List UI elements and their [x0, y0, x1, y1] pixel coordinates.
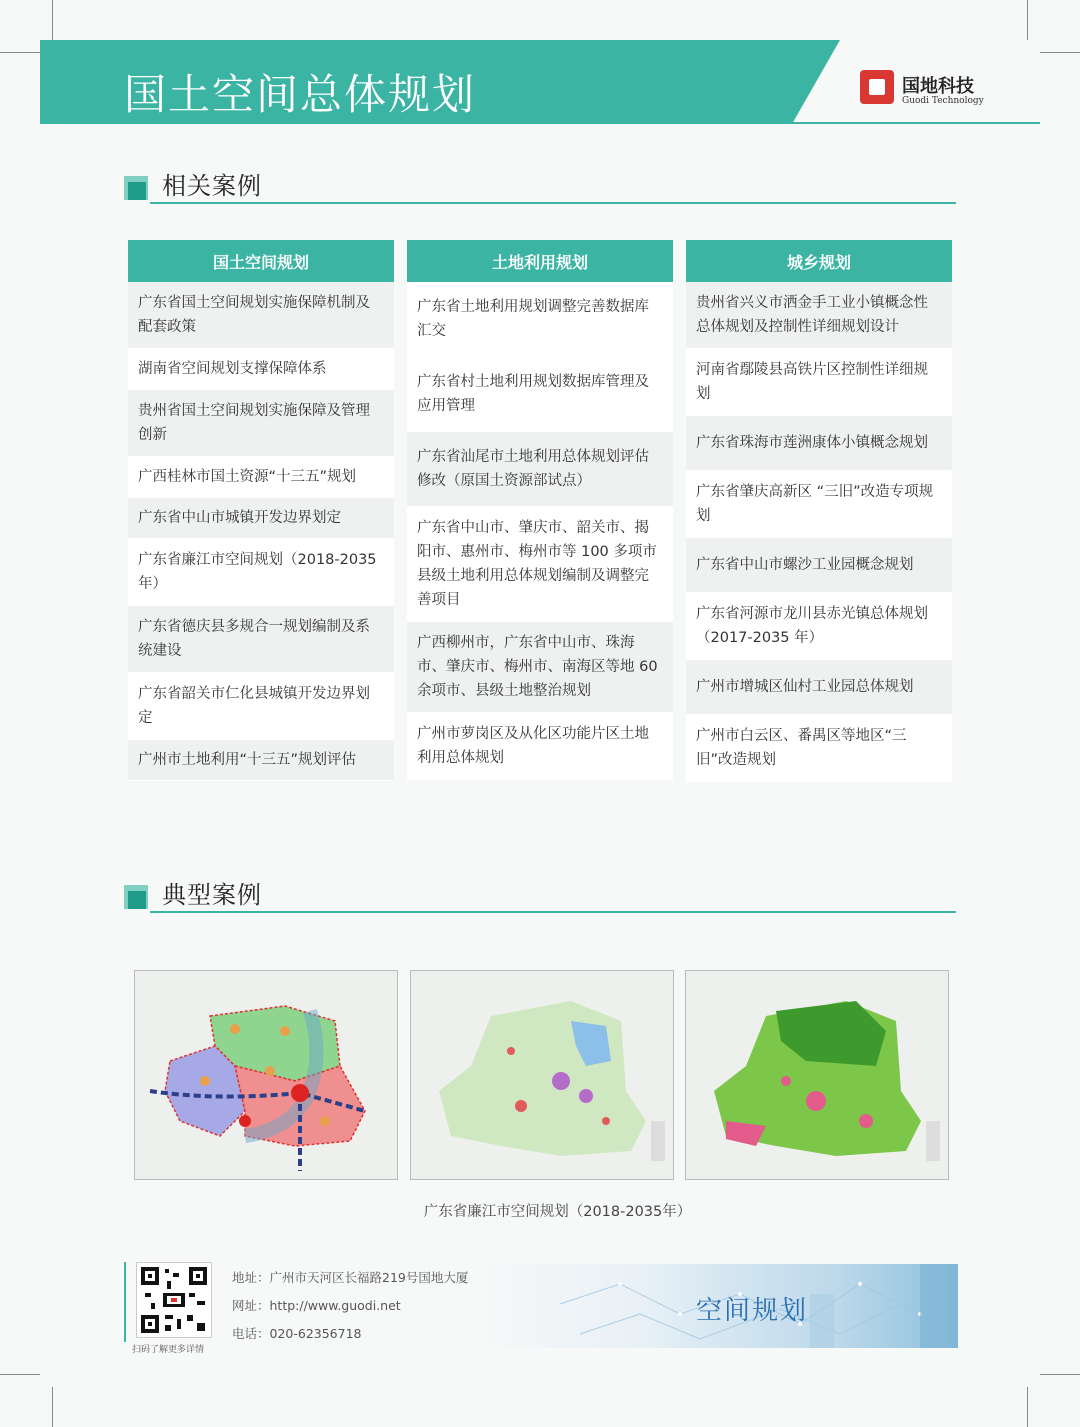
qr-code[interactable] — [136, 1262, 212, 1338]
list-item: 广东省村土地利用规划数据库管理及应用管理 — [407, 357, 673, 432]
list-item: 广东省韶关市仁化县城镇开发边界划定 — [128, 673, 394, 740]
section-related-cases — [124, 166, 956, 206]
list-item: 广东省中山市城镇开发边界划定 — [128, 498, 394, 539]
column-header: 土地利用规划 — [407, 240, 673, 282]
column-header: 国土空间规划 — [128, 240, 394, 282]
list-item: 广东省中山市、肇庆市、韶关市、揭阳市、惠州市、梅州市等 100 多项市县级土地利用总体规划编制及调整完善项目 — [407, 507, 673, 622]
column-urban-rural-planning — [686, 240, 952, 782]
list-item: 广西柳州市，广东省中山市、珠海市、肇庆市、梅州市、南海区等地 60 余项市、县级土地整治规划 — [407, 622, 673, 713]
list-item: 广东省肇庆高新区 “三旧”改造专项规划 — [686, 471, 952, 538]
list-item: 广东省珠海市莲洲康体小镇概念规划 — [686, 416, 952, 471]
list-item: 广东省德庆县多规合一规划编制及系统建设 — [128, 606, 394, 673]
map-caption: 广东省廉江市空间规划（2018-2035年） — [423, 1204, 692, 1220]
crop-mark — [1027, 1387, 1028, 1427]
crop-mark — [52, 1387, 53, 1427]
land-use-map — [410, 970, 674, 1180]
list-item: 广东省廉江市空间规划（2018-2035年） — [128, 539, 394, 606]
section-marker-icon — [128, 182, 146, 200]
section-title: 典型案例 — [162, 881, 262, 909]
company-logo — [860, 70, 1020, 110]
section-divider — [150, 202, 956, 204]
list-item: 广东省汕尾市土地利用总体规划评估修改（原国土资源部试点） — [407, 432, 673, 507]
list-item: 广西桂林市国土资源“十三五”规划 — [128, 457, 394, 498]
list-item: 贵州省兴义市洒金手工业小镇概念性总体规划及控制性详细规划设计 — [686, 282, 952, 349]
section-title: 相关案例 — [162, 172, 262, 200]
list-item: 广州市萝岗区及从化区功能片区土地利用总体规划 — [407, 713, 673, 780]
column-land-use-planning — [407, 240, 673, 780]
address: 地址：广州市天河区长福路219号国地大厦 — [232, 1270, 469, 1285]
list-item: 广州市增城区仙村工业园总体规划 — [686, 660, 952, 715]
phone: 电话：020-62356718 — [232, 1326, 362, 1341]
footer-banner — [480, 1264, 958, 1348]
column-header: 城乡规划 — [686, 240, 952, 282]
list-item: 贵州省国土空间规划实施保障及管理创新 — [128, 390, 394, 457]
list-item: 广州市白云区、番禺区等地区“三旧”改造规划 — [686, 715, 952, 782]
logo-subtitle: Guodi Technology — [902, 96, 984, 106]
section-typical-cases — [124, 875, 956, 915]
website-link[interactable]: 网址：http://www.guodi.net — [232, 1298, 401, 1313]
crop-mark — [0, 1374, 40, 1375]
banner-title: 空间规划 — [696, 1296, 809, 1326]
column-territorial-planning — [128, 240, 394, 781]
list-item: 广州市土地利用“十三五”规划评估 — [128, 740, 394, 781]
list-item: 湖南省空间规划支撑保障体系 — [128, 349, 394, 390]
list-item: 广东省中山市螺沙工业园概念规划 — [686, 538, 952, 593]
footer-divider — [124, 1262, 126, 1342]
list-item: 河南省鄢陵县高铁片区控制性详细规划 — [686, 349, 952, 416]
spatial-structure-map — [134, 970, 398, 1180]
crop-mark — [1040, 1374, 1080, 1375]
logo-name: 国地科技 — [902, 76, 974, 97]
crop-mark — [1040, 52, 1080, 53]
logo-icon — [860, 70, 894, 104]
crop-mark — [52, 0, 53, 40]
list-item: 广东省国土空间规划实施保障机制及配套政策 — [128, 282, 394, 349]
list-item: 广东省土地利用规划调整完善数据库汇交 — [407, 282, 673, 357]
section-marker-icon — [128, 891, 146, 909]
ecological-map — [685, 970, 949, 1180]
crop-mark — [1027, 0, 1028, 40]
header-divider — [40, 122, 1040, 124]
page-title: 国土空间总体规划 — [124, 70, 477, 119]
section-divider — [150, 911, 956, 913]
list-item: 广东省河源市龙川县赤光镇总体规划（2017-2035 年） — [686, 593, 952, 660]
qr-caption: 扫码了解更多详情 — [132, 1345, 205, 1355]
crop-mark — [0, 52, 40, 53]
